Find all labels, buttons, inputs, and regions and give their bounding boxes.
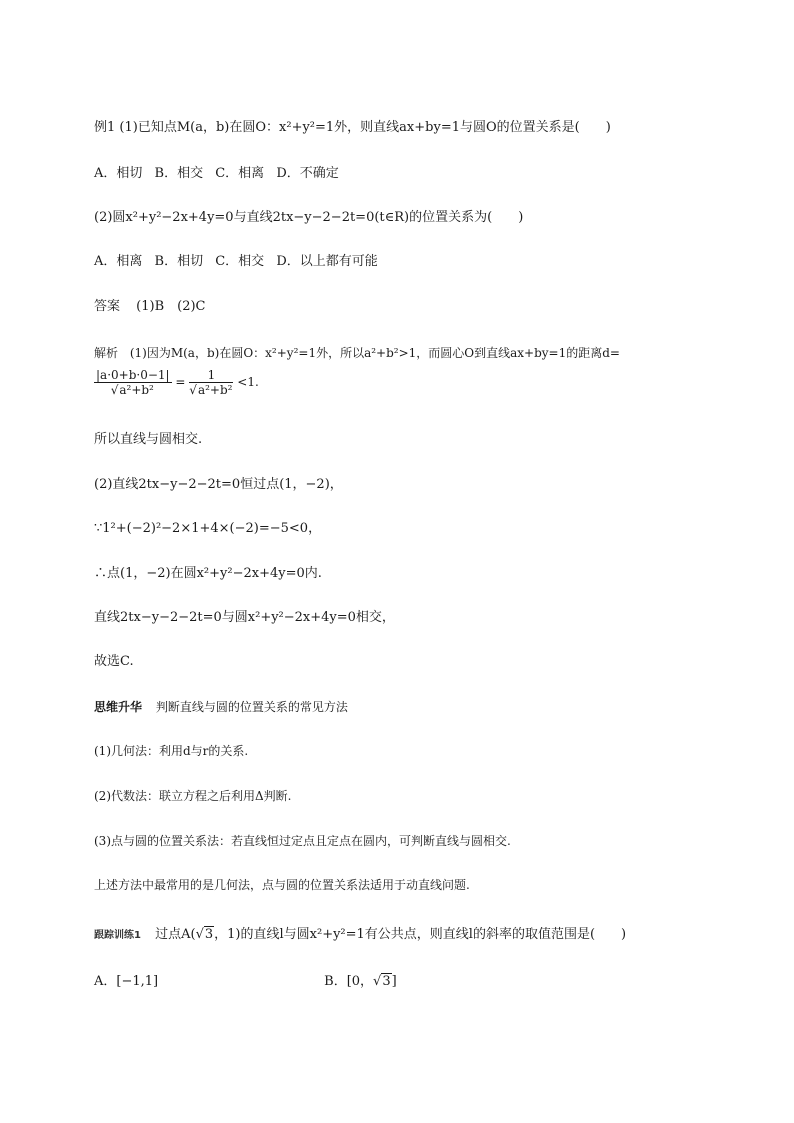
practice-question [94,927,626,944]
analysis-line-1 [94,345,620,361]
sqrt-symbol: √ [195,927,204,942]
less-than-one: <1. [237,375,259,389]
distance-fraction [94,368,172,397]
analysis-line7-text: 直线2tx−y−2−2t=0与圆x²+y²−2x+4y=0相交， [94,610,395,625]
answer-text: (1)B (2)C [136,299,206,314]
q1-option-b: B．相交 [154,166,204,181]
analysis-line3-text: 所以直线与圆相交. [94,432,203,447]
analysis-line5-text: ∵1²+(−2)²−2×1+4×(−2)=−5<0， [94,521,322,536]
q1-option-c: C．相离 [215,166,265,181]
summary-item3-text: (3)点与圆的位置关系法：若直线恒过定点且定点在圆内，可判断直线与圆相交. [94,834,511,848]
practice-option-a: A．[−1,1] [94,974,159,989]
example-q2-text: (2)圆x²+y²−2x+4y=0与直线2tx−y−2−2t=0(t∈R)的位置关系为( ) [94,210,524,225]
example-1-q1-options [94,166,347,182]
analysis-label: 解析 [94,346,119,360]
answer-label: 答案 [94,299,121,314]
sqrt-radicand-2: a²+b² [197,383,233,397]
equals-sign: = [175,375,186,389]
summary-heading [94,699,348,715]
q2-option-a: A．相离 [94,254,143,269]
sqrt-radicand: a²+b² [119,383,154,397]
summary-title: 判断直线与圆的位置关系的常见方法 [155,700,348,714]
practice-q-post: ，1)的直线l与圆x²+y²=1有公共点，则直线l的斜率的取值范围是( ) [214,927,627,942]
analysis-line6-text: ∴点(1，−2)在圆x²+y²−2x+4y=0内. [94,566,322,581]
q2-option-c: C．相交 [215,254,265,269]
summary-conclusion-text: 上述方法中最常用的是几何法，点与圆的位置关系法适用于动直线问题. [94,878,470,892]
analysis-line-5 [94,521,321,537]
example-q1-text: (1)已知点M(a，b)在圆O：x²+y²=1外，则直线ax+by=1与圆O的位置关系是( ) [119,120,611,135]
practice-label: 跟踪训练1 [94,930,141,941]
fraction-numerator: |a·0+b·0−1| [96,368,170,382]
analysis-line-4 [94,477,343,493]
summary-item-3 [94,833,511,849]
summary-label: 思维升华 [94,700,143,714]
q1-option-a: A．相切 [94,166,143,181]
analysis-line-7 [94,610,395,626]
analysis-line4-text: (2)直线2tx−y−2−2t=0恒过点(1，−2)， [94,477,343,492]
analysis-line1-text: (1)因为M(a，b)在圆O：x²+y²=1外，所以a²+b²>1，而圆心O到直线ax+by=1的距离d= [129,346,620,360]
analysis-line-8 [94,654,134,670]
summary-conclusion [94,877,470,893]
summary-item-2 [94,788,291,804]
example-label: 例1 [94,120,116,135]
practice-q-root: 3 [204,927,214,942]
analysis-line-3 [94,432,202,448]
fraction-numerator-2: 1 [189,368,233,383]
q2-option-b: B．相切 [154,254,204,269]
example-1-q2-options [94,254,386,270]
summary-item2-text: (2)代数法：联立方程之后利用Δ判断. [94,789,292,803]
summary-item1-text: (1)几何法：利用d与r的关系. [94,744,249,758]
practice-option-b-pre: B．[0， [324,974,374,989]
sqrt-symbol-b: √ [373,974,382,989]
practice-options [94,974,397,990]
summary-item-1 [94,743,248,759]
fraction-denominator-2: √a²+b² [189,383,233,397]
q1-option-d: D．不确定 [276,166,339,181]
example-1-q1 [94,120,611,136]
analysis-line8-text: 故选C. [94,654,134,669]
answer-line [94,299,206,315]
q2-option-d: D．以上都有可能 [276,254,378,269]
practice-option-b-root: 3 [382,974,391,989]
fraction-denominator: √a²+b² [110,383,154,397]
analysis-fraction-line [94,368,259,397]
analysis-line-6 [94,566,322,582]
unit-fraction [189,368,233,397]
example-1-q2 [94,210,523,226]
practice-option-b-post: ] [391,974,397,989]
practice-q-pre: 过点A( [155,927,196,942]
